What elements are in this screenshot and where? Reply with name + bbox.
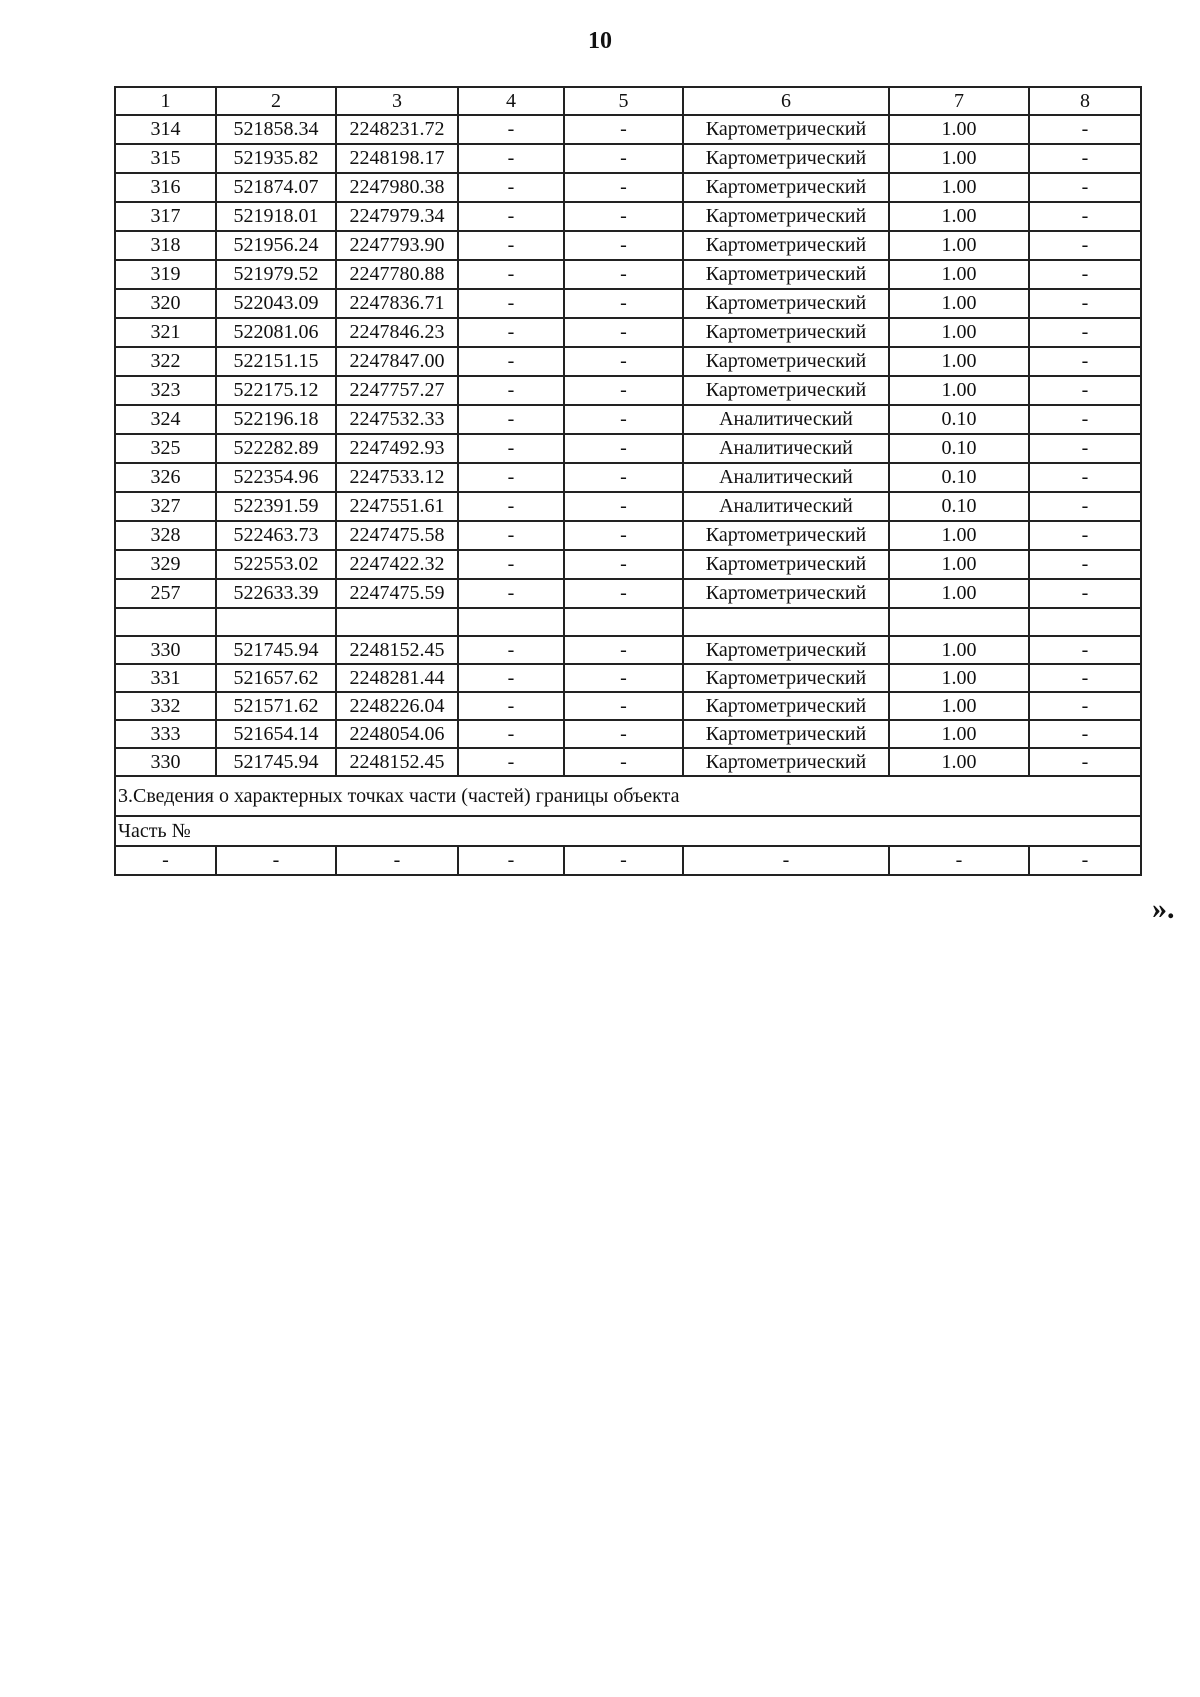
table-cell: 315 — [115, 144, 216, 173]
table-cell: 324 — [115, 405, 216, 434]
table-cell: - — [1029, 550, 1141, 579]
table-cell: - — [458, 115, 564, 144]
table-cell: 522633.39 — [216, 579, 336, 608]
table-cell: - — [458, 463, 564, 492]
table-cell: Картометрический — [683, 144, 889, 173]
table-cell: 1.00 — [889, 692, 1029, 720]
table-cell: - — [564, 492, 683, 521]
table-cell: - — [216, 846, 336, 875]
table-cell: Аналитический — [683, 492, 889, 521]
table-cell: 2247492.93 — [336, 434, 458, 463]
table-cell: - — [1029, 202, 1141, 231]
table-cell: - — [1029, 231, 1141, 260]
table-cell: 521956.24 — [216, 231, 336, 260]
table-cell: 1.00 — [889, 664, 1029, 692]
table-cell: 521745.94 — [216, 636, 336, 664]
table-cell: - — [564, 405, 683, 434]
table-row — [115, 692, 1141, 720]
table-cell: - — [564, 636, 683, 664]
table-cell: 329 — [115, 550, 216, 579]
table-header-row — [115, 87, 1141, 115]
table-cell: Картометрический — [683, 692, 889, 720]
table-cell: - — [1029, 664, 1141, 692]
table-cell: 314 — [115, 115, 216, 144]
table-cell: - — [458, 550, 564, 579]
table-cell: Картометрический — [683, 579, 889, 608]
table-cell: 2248281.44 — [336, 664, 458, 692]
table-cell: 6 — [683, 87, 889, 115]
table-cell: 521571.62 — [216, 692, 336, 720]
table-cell: Картометрический — [683, 231, 889, 260]
table-cell: 257 — [115, 579, 216, 608]
table-cell: 318 — [115, 231, 216, 260]
table-cell: 3 — [336, 87, 458, 115]
table-cell: Картометрический — [683, 289, 889, 318]
table-cell: 325 — [115, 434, 216, 463]
table-cell: 328 — [115, 521, 216, 550]
table-cell-empty — [216, 608, 336, 636]
table-cell: 522553.02 — [216, 550, 336, 579]
table-row — [115, 144, 1141, 173]
table-cell-empty — [336, 608, 458, 636]
table-cell: - — [458, 347, 564, 376]
table-cell: - — [564, 173, 683, 202]
table-cell: Картометрический — [683, 664, 889, 692]
table-cell: - — [458, 664, 564, 692]
table-cell: 330 — [115, 748, 216, 776]
table-cell: 522282.89 — [216, 434, 336, 463]
table-cell: 0.10 — [889, 434, 1029, 463]
table-cell: - — [1029, 521, 1141, 550]
table-cell: Картометрический — [683, 720, 889, 748]
coordinates-table — [114, 86, 1142, 876]
table-cell: 522196.18 — [216, 405, 336, 434]
table-cell: 327 — [115, 492, 216, 521]
table-cell: - — [564, 289, 683, 318]
table-row — [115, 115, 1141, 144]
table-cell: - — [1029, 144, 1141, 173]
table-cell: 330 — [115, 636, 216, 664]
table-cell: 521979.52 — [216, 260, 336, 289]
coordinates-table-body — [115, 87, 1141, 875]
table-cell: - — [458, 492, 564, 521]
table-cell: 2247757.27 — [336, 376, 458, 405]
table-row — [115, 347, 1141, 376]
table-cell-empty — [889, 608, 1029, 636]
table-cell: 2247475.58 — [336, 521, 458, 550]
table-cell: - — [564, 260, 683, 289]
table-cell: 326 — [115, 463, 216, 492]
table-cell: Картометрический — [683, 376, 889, 405]
table-cell: Картометрический — [683, 550, 889, 579]
table-cell: 522081.06 — [216, 318, 336, 347]
table-cell: Аналитический — [683, 405, 889, 434]
table-cell: 522151.15 — [216, 347, 336, 376]
table-cell: Картометрический — [683, 202, 889, 231]
table-cell: 522175.12 — [216, 376, 336, 405]
table-cell: - — [564, 376, 683, 405]
table-cell: 2248226.04 — [336, 692, 458, 720]
table-cell: - — [336, 846, 458, 875]
table-cell: 522463.73 — [216, 521, 336, 550]
table-cell: 2247475.59 — [336, 579, 458, 608]
table-cell: 1.00 — [889, 173, 1029, 202]
table-cell: - — [564, 202, 683, 231]
table-cell: - — [564, 463, 683, 492]
table-row — [115, 173, 1141, 202]
table-row-empty-part — [115, 846, 1141, 875]
table-cell: 316 — [115, 173, 216, 202]
table-cell: - — [458, 376, 564, 405]
part-label-row — [115, 816, 1141, 846]
table-cell: 1.00 — [889, 748, 1029, 776]
table-cell: Картометрический — [683, 260, 889, 289]
table-cell: Картометрический — [683, 636, 889, 664]
table-cell: - — [1029, 720, 1141, 748]
table-cell: - — [564, 115, 683, 144]
table-cell: - — [458, 173, 564, 202]
table-cell: 521874.07 — [216, 173, 336, 202]
table-cell: - — [564, 748, 683, 776]
table-row — [115, 550, 1141, 579]
table-cell: - — [564, 846, 683, 875]
table-cell: 2248054.06 — [336, 720, 458, 748]
table-cell: - — [1029, 318, 1141, 347]
part-label: Часть № — [115, 816, 1141, 846]
table-cell: 521935.82 — [216, 144, 336, 173]
table-cell: Картометрический — [683, 173, 889, 202]
table-row — [115, 664, 1141, 692]
table-cell: 332 — [115, 692, 216, 720]
table-cell: 323 — [115, 376, 216, 405]
table-cell: 522391.59 — [216, 492, 336, 521]
table-cell: 2248231.72 — [336, 115, 458, 144]
table-cell: 321 — [115, 318, 216, 347]
table-row — [115, 405, 1141, 434]
table-cell: Картометрический — [683, 748, 889, 776]
table-cell: 333 — [115, 720, 216, 748]
table-cell: 4 — [458, 87, 564, 115]
table-cell: - — [458, 521, 564, 550]
table-row — [115, 202, 1141, 231]
table-cell: 2247551.61 — [336, 492, 458, 521]
table-cell: 7 — [889, 87, 1029, 115]
table-cell: 522354.96 — [216, 463, 336, 492]
table-cell: - — [1029, 405, 1141, 434]
table-cell: - — [458, 405, 564, 434]
table-cell: 522043.09 — [216, 289, 336, 318]
table-cell: - — [1029, 463, 1141, 492]
table-cell: 0.10 — [889, 463, 1029, 492]
table-cell-empty — [458, 608, 564, 636]
table-row — [115, 376, 1141, 405]
table-cell: - — [564, 664, 683, 692]
table-cell: - — [1029, 376, 1141, 405]
table-cell: 2 — [216, 87, 336, 115]
table-cell: - — [458, 231, 564, 260]
table-cell: 0.10 — [889, 405, 1029, 434]
table-cell: - — [1029, 347, 1141, 376]
table-cell: 2247780.88 — [336, 260, 458, 289]
table-cell: - — [564, 318, 683, 347]
table-cell: - — [564, 434, 683, 463]
table-cell: 317 — [115, 202, 216, 231]
table-cell: 1.00 — [889, 318, 1029, 347]
table-cell: 1.00 — [889, 347, 1029, 376]
table-cell: 1.00 — [889, 231, 1029, 260]
table-cell: - — [889, 846, 1029, 875]
table-cell: - — [564, 347, 683, 376]
table-cell: 2247532.33 — [336, 405, 458, 434]
table-cell: Аналитический — [683, 434, 889, 463]
table-cell: 2247533.12 — [336, 463, 458, 492]
table-cell: - — [458, 579, 564, 608]
table-cell: 322 — [115, 347, 216, 376]
table-cell: 1.00 — [889, 115, 1029, 144]
table-cell: - — [458, 748, 564, 776]
table-cell: 2247846.23 — [336, 318, 458, 347]
table-row — [115, 231, 1141, 260]
table-cell: Картометрический — [683, 347, 889, 376]
table-cell: - — [458, 318, 564, 347]
table-row — [115, 463, 1141, 492]
table-cell: 521657.62 — [216, 664, 336, 692]
table-cell: 1 — [115, 87, 216, 115]
table-cell: - — [1029, 636, 1141, 664]
table-cell: - — [458, 692, 564, 720]
table-row — [115, 521, 1141, 550]
table-cell: 1.00 — [889, 550, 1029, 579]
table-row — [115, 492, 1141, 521]
table-cell: - — [458, 636, 564, 664]
table-cell: - — [1029, 173, 1141, 202]
table-cell: 2248198.17 — [336, 144, 458, 173]
table-row — [115, 720, 1141, 748]
coordinates-table-wrapper — [114, 86, 1142, 876]
table-cell: Картометрический — [683, 318, 889, 347]
table-cell: - — [458, 144, 564, 173]
table-cell: 2247422.32 — [336, 550, 458, 579]
table-cell: 1.00 — [889, 260, 1029, 289]
table-cell: - — [564, 550, 683, 579]
table-cell: 1.00 — [889, 579, 1029, 608]
table-cell: 2247836.71 — [336, 289, 458, 318]
table-cell-empty — [1029, 608, 1141, 636]
table-cell: - — [564, 692, 683, 720]
table-cell: 2247979.34 — [336, 202, 458, 231]
table-cell: 2248152.45 — [336, 636, 458, 664]
table-row — [115, 636, 1141, 664]
table-row — [115, 289, 1141, 318]
table-cell: 320 — [115, 289, 216, 318]
table-cell: 5 — [564, 87, 683, 115]
table-cell: 0.10 — [889, 492, 1029, 521]
table-cell: 331 — [115, 664, 216, 692]
table-cell: 1.00 — [889, 521, 1029, 550]
table-cell: 1.00 — [889, 289, 1029, 318]
table-cell: - — [458, 720, 564, 748]
table-cell: Аналитический — [683, 463, 889, 492]
table-cell-empty — [115, 608, 216, 636]
table-cell: 1.00 — [889, 376, 1029, 405]
table-row — [115, 579, 1141, 608]
section-title-row — [115, 776, 1141, 816]
table-cell: - — [564, 579, 683, 608]
table-cell: - — [1029, 115, 1141, 144]
section-title: 3.Сведения о характерных точках части (частей) границы объекта — [115, 776, 1141, 816]
table-cell: - — [1029, 748, 1141, 776]
table-cell: 521858.34 — [216, 115, 336, 144]
table-cell: - — [1029, 579, 1141, 608]
table-cell: 1.00 — [889, 202, 1029, 231]
table-cell: - — [564, 521, 683, 550]
table-cell: - — [683, 846, 889, 875]
table-row — [115, 318, 1141, 347]
table-row — [115, 748, 1141, 776]
table-cell: - — [458, 846, 564, 875]
table-cell: Картометрический — [683, 115, 889, 144]
table-cell: - — [458, 434, 564, 463]
table-cell: - — [1029, 434, 1141, 463]
table-cell-empty — [564, 608, 683, 636]
closing-quote-mark: ». — [1152, 892, 1175, 925]
table-cell: 521745.94 — [216, 748, 336, 776]
table-cell: 1.00 — [889, 636, 1029, 664]
table-cell: - — [458, 260, 564, 289]
table-cell: 1.00 — [889, 720, 1029, 748]
table-cell: 319 — [115, 260, 216, 289]
table-cell: - — [1029, 692, 1141, 720]
table-cell: - — [1029, 846, 1141, 875]
table-cell: 2247980.38 — [336, 173, 458, 202]
table-separator-row — [115, 608, 1141, 636]
table-row — [115, 434, 1141, 463]
table-cell: - — [1029, 289, 1141, 318]
table-cell: 8 — [1029, 87, 1141, 115]
table-row — [115, 260, 1141, 289]
table-cell: - — [115, 846, 216, 875]
table-cell-empty — [683, 608, 889, 636]
table-cell: 2248152.45 — [336, 748, 458, 776]
table-cell: - — [564, 231, 683, 260]
table-cell: 2247847.00 — [336, 347, 458, 376]
table-cell: - — [564, 144, 683, 173]
table-cell: Картометрический — [683, 521, 889, 550]
table-cell: 2247793.90 — [336, 231, 458, 260]
table-cell: 521918.01 — [216, 202, 336, 231]
table-cell: - — [1029, 492, 1141, 521]
table-cell: - — [458, 202, 564, 231]
table-cell: - — [1029, 260, 1141, 289]
table-cell: - — [564, 720, 683, 748]
table-cell: 521654.14 — [216, 720, 336, 748]
table-cell: - — [458, 289, 564, 318]
page-number: 10 — [588, 28, 612, 54]
table-cell: 1.00 — [889, 144, 1029, 173]
